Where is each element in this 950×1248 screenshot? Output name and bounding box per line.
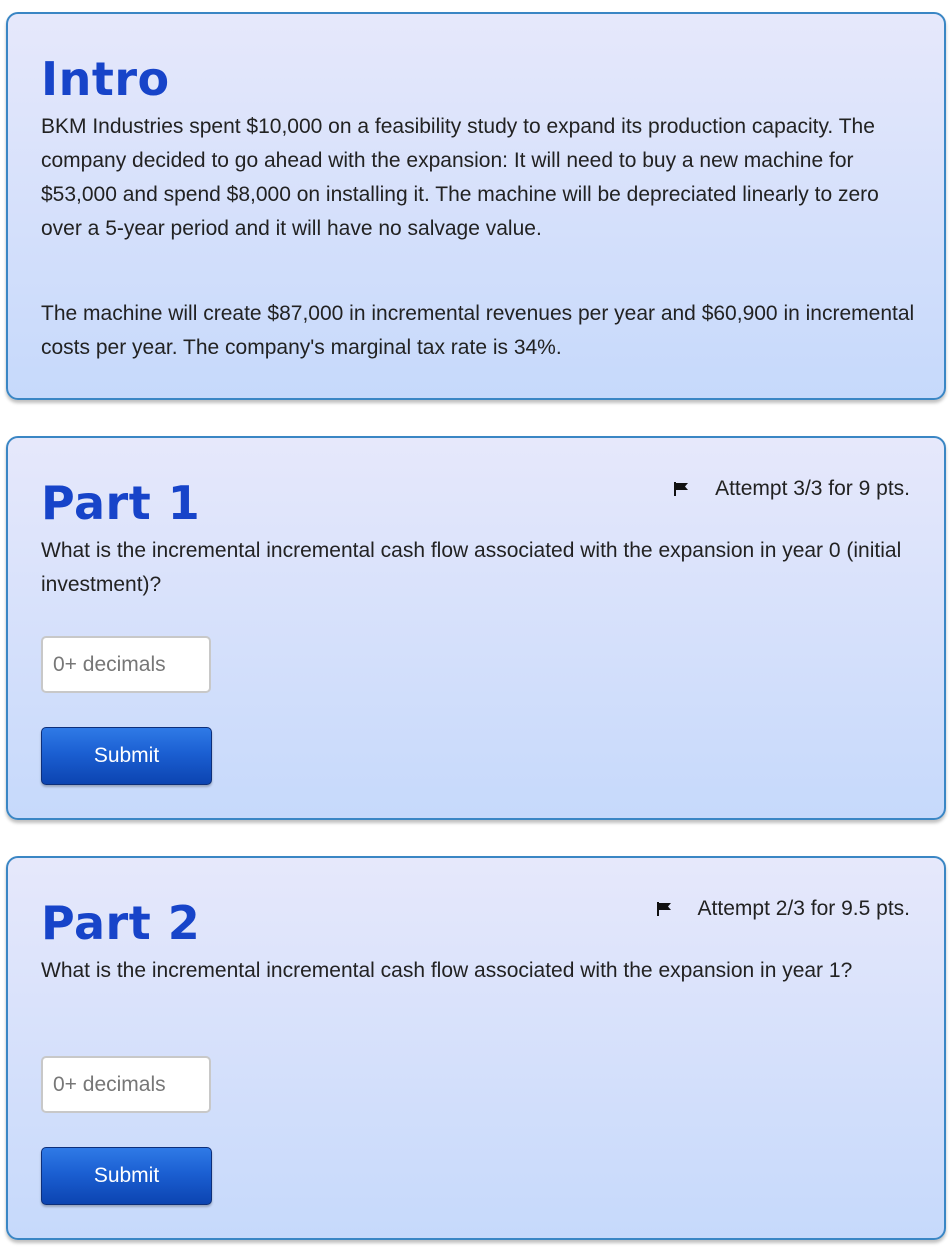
part-1-answer-input[interactable] (41, 636, 211, 693)
intro-title: Intro (41, 52, 170, 106)
intro-paragraph-1: BKM Industries spent $10,000 on a feasibility study to expand its production capacity. The company decided to go ahead with the expansion: It will need to buy a new machine for $53,000 and spend $8,000 on installing it. The machine will be depreciated linearly to zero over a 5-year period and it will have no salvage value. (41, 115, 879, 240)
part-1-attempt-text: Attempt 3/3 for 9 pts. (715, 477, 910, 500)
intro-paragraph-2: The machine will create $87,000 in incremental revenues per year and $60,900 in incremental costs per year. The company's marginal tax rate is 34%. (41, 302, 915, 359)
flag-icon[interactable] (673, 481, 689, 497)
part-2-answer-input[interactable] (41, 1056, 211, 1113)
part-2-attempt-text: Attempt 2/3 for 9.5 pts. (697, 897, 910, 920)
part-2-question: What is the incremental incremental cash flow associated with the expansion in year 1? (41, 959, 853, 982)
part-2-attempt-info (656, 896, 910, 922)
part-1-card (6, 436, 946, 820)
part-1-submit-button[interactable]: Submit (41, 727, 212, 785)
intro-card (6, 12, 946, 400)
part-1-title: Part 1 (41, 476, 201, 530)
part-2-submit-button[interactable]: Submit (41, 1147, 212, 1205)
part-1-attempt-info (673, 476, 910, 502)
part-1-question: What is the incremental incremental cash flow associated with the expansion in year 0 (initial investment)? (41, 539, 902, 596)
flag-icon[interactable] (656, 901, 672, 917)
part-2-title: Part 2 (41, 896, 201, 950)
part-2-card (6, 856, 946, 1240)
